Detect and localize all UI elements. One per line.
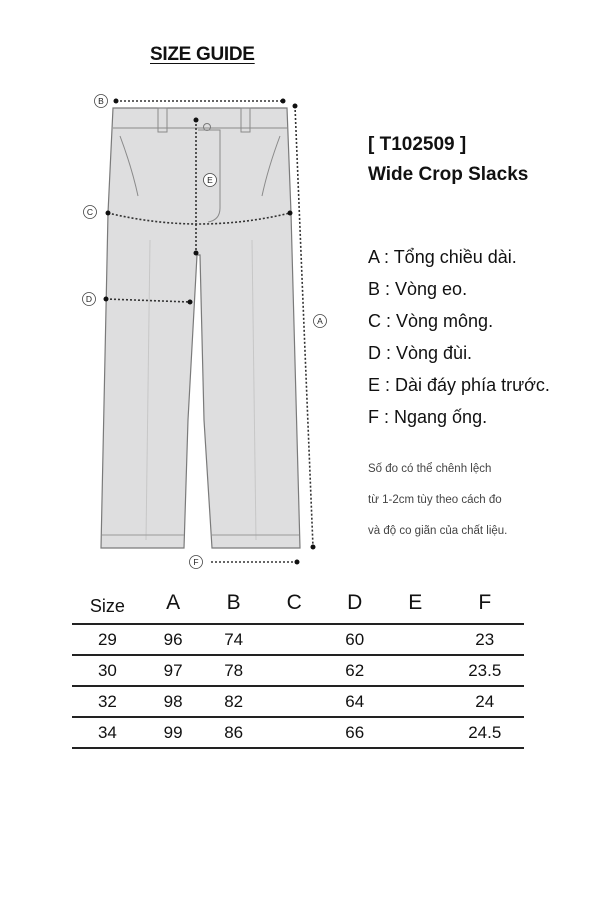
cell-c (264, 717, 324, 748)
legend-item-d: D : Vòng đùi. (368, 343, 473, 363)
cell-d: 62 (324, 655, 385, 686)
cell-c (264, 624, 324, 655)
header-size: Size (72, 583, 143, 624)
cell-size: 34 (72, 717, 143, 748)
header-e: E (385, 583, 445, 624)
cell-f: 24.5 (445, 717, 524, 748)
cell-a: 99 (143, 717, 204, 748)
table-header-row (72, 583, 524, 624)
legend-item-c: C : Vòng mông. (368, 311, 494, 331)
product-name: Wide Crop Slacks (368, 164, 529, 185)
legend-item-e: E : Dài đáy phía trước. (368, 375, 550, 395)
cell-b: 74 (203, 624, 264, 655)
header-c: C (264, 583, 324, 624)
measurement-legend (368, 244, 550, 436)
table-row (72, 624, 524, 655)
header-a: A (143, 583, 204, 624)
cell-e (385, 717, 445, 748)
cell-f: 24 (445, 686, 524, 717)
header-f: F (445, 583, 524, 624)
cell-c (264, 655, 324, 686)
marker-f-label: F (193, 557, 199, 567)
cell-e (385, 624, 445, 655)
measurement-note (368, 458, 507, 551)
size-table (72, 583, 524, 749)
measure-f (190, 556, 300, 569)
cell-e (385, 655, 445, 686)
note-line: Số đo có thể chênh lệch (368, 463, 492, 475)
cell-b: 82 (203, 686, 264, 717)
cell-c (264, 686, 324, 717)
cell-b: 78 (203, 655, 264, 686)
legend-item-f: F : Ngang ống. (368, 407, 488, 427)
cell-f: 23 (445, 624, 524, 655)
table-row (72, 655, 524, 686)
marker-b-label: B (98, 96, 104, 106)
marker-e-label: E (207, 175, 213, 185)
marker-c-label: C (86, 207, 94, 217)
table-row (72, 717, 524, 748)
cell-e (385, 686, 445, 717)
cell-a: 98 (143, 686, 204, 717)
note-line: và độ co giãn của chất liệu. (368, 525, 508, 537)
cell-a: 97 (143, 655, 204, 686)
cell-d: 60 (324, 624, 385, 655)
pants-illustration (101, 108, 300, 548)
note-line: từ 1-2cm tùy theo cách đo (368, 494, 502, 506)
cell-size: 30 (72, 655, 143, 686)
page-title: SIZE GUIDE (150, 44, 255, 65)
cell-a: 96 (143, 624, 204, 655)
marker-d-label: D (85, 294, 93, 304)
cell-d: 66 (324, 717, 385, 748)
product-code: [ T102509 ] (368, 134, 467, 155)
measure-b (95, 95, 286, 108)
cell-b: 86 (203, 717, 264, 748)
cell-f: 23.5 (445, 655, 524, 686)
marker-a-label: A (317, 316, 323, 326)
legend-item-b: B : Vòng eo. (368, 279, 468, 299)
cell-d: 64 (324, 686, 385, 717)
cell-size: 32 (72, 686, 143, 717)
table-row (72, 686, 524, 717)
cell-size: 29 (72, 624, 143, 655)
header-d: D (324, 583, 385, 624)
header-b: B (203, 583, 264, 624)
legend-item-a: A : Tổng chiều dài. (368, 247, 517, 267)
